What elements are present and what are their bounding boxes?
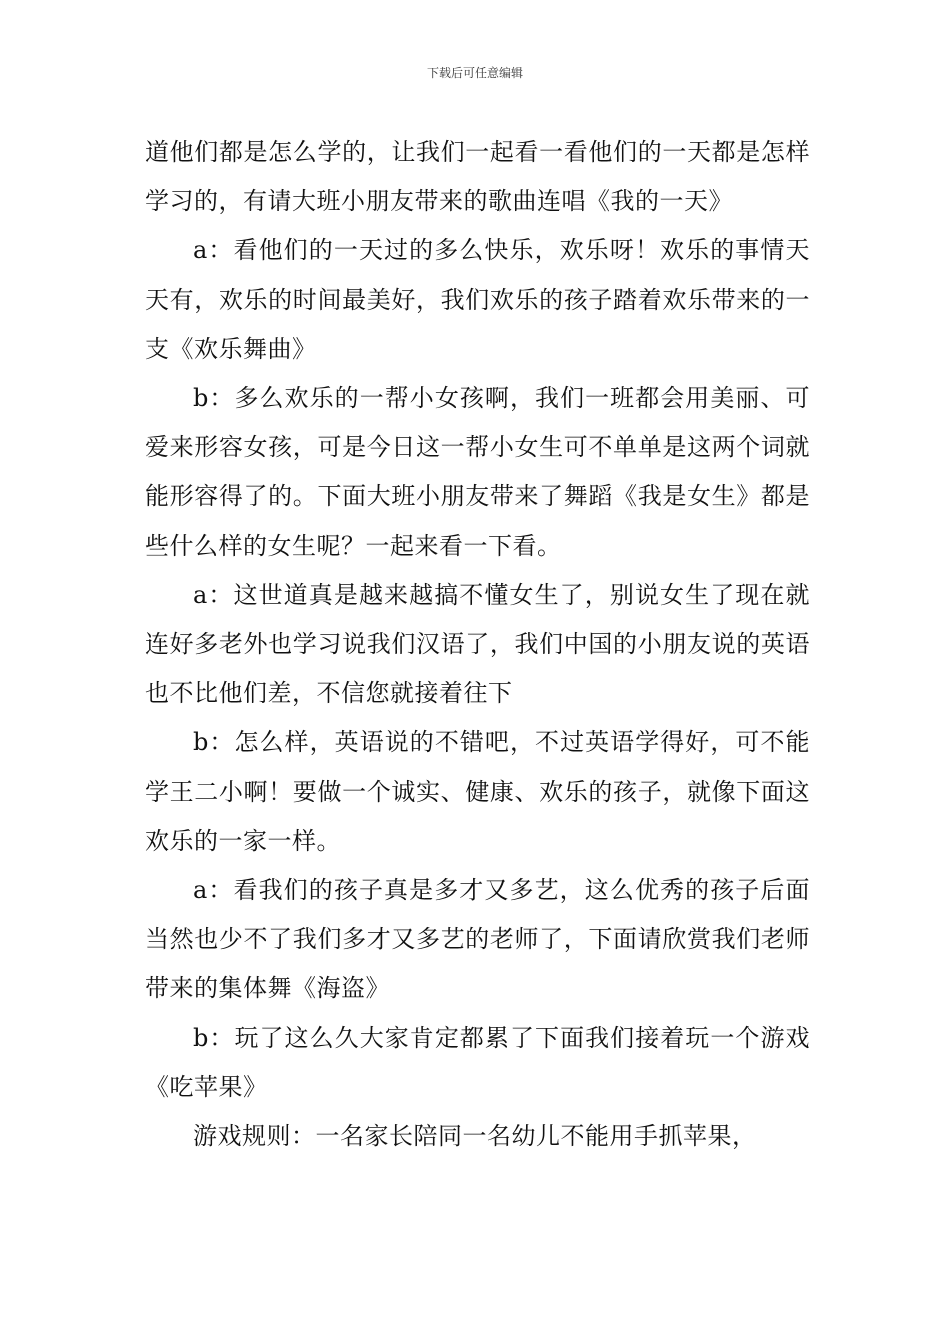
paragraph: b：怎么样，英语说的不错吧，不过英语学得好，可不能学王二小啊！要做一个诚实、健康、欢乐的孩子，就像下面这欢乐的一家一样。	[145, 728, 810, 855]
paragraph: b：玩了这么久大家肯定都累了下面我们接着玩一个游戏《吃苹果》	[145, 1023, 810, 1101]
paragraph: 道他们都是怎么学的，让我们一起看一看他们的一天都是怎样学习的，有请大班小朋友带来的歌曲连唱《我的一天》	[145, 138, 810, 216]
paragraph: a：看他们的一天过的多么快乐，欢乐呀！欢乐的事情天天有，欢乐的时间最美好，我们欢乐的孩子踏着欢乐带来的一支《欢乐舞曲》	[145, 236, 810, 363]
paragraph: a：这世道真是越来越搞不懂女生了，别说女生了现在就连好多老外也学习说我们汉语了，我们中国的小朋友说的英语也不比他们差，不信您就接着往下	[145, 580, 810, 708]
document-body	[145, 128, 810, 1161]
paragraph: a：看我们的孩子真是多才又多艺，这么优秀的孩子后面当然也少不了我们多才又多艺的老师了，下面请欣赏我们老师带来的集体舞《海盗》	[145, 876, 810, 1003]
paragraph: b：多么欢乐的一帮小女孩啊，我们一班都会用美丽、可爱来形容女孩，可是今日这一帮小女生可不单单是这两个词就能形容得了的。下面大班小朋友带来了舞蹈《我是女生》都是些什么样的女生呢？一起来看一下看。	[145, 384, 810, 560]
paragraph: 游戏规则：一名家长陪同一名幼儿不能用手抓苹果，	[193, 1122, 757, 1151]
header-note: 下载后可任意编辑	[426, 66, 523, 80]
